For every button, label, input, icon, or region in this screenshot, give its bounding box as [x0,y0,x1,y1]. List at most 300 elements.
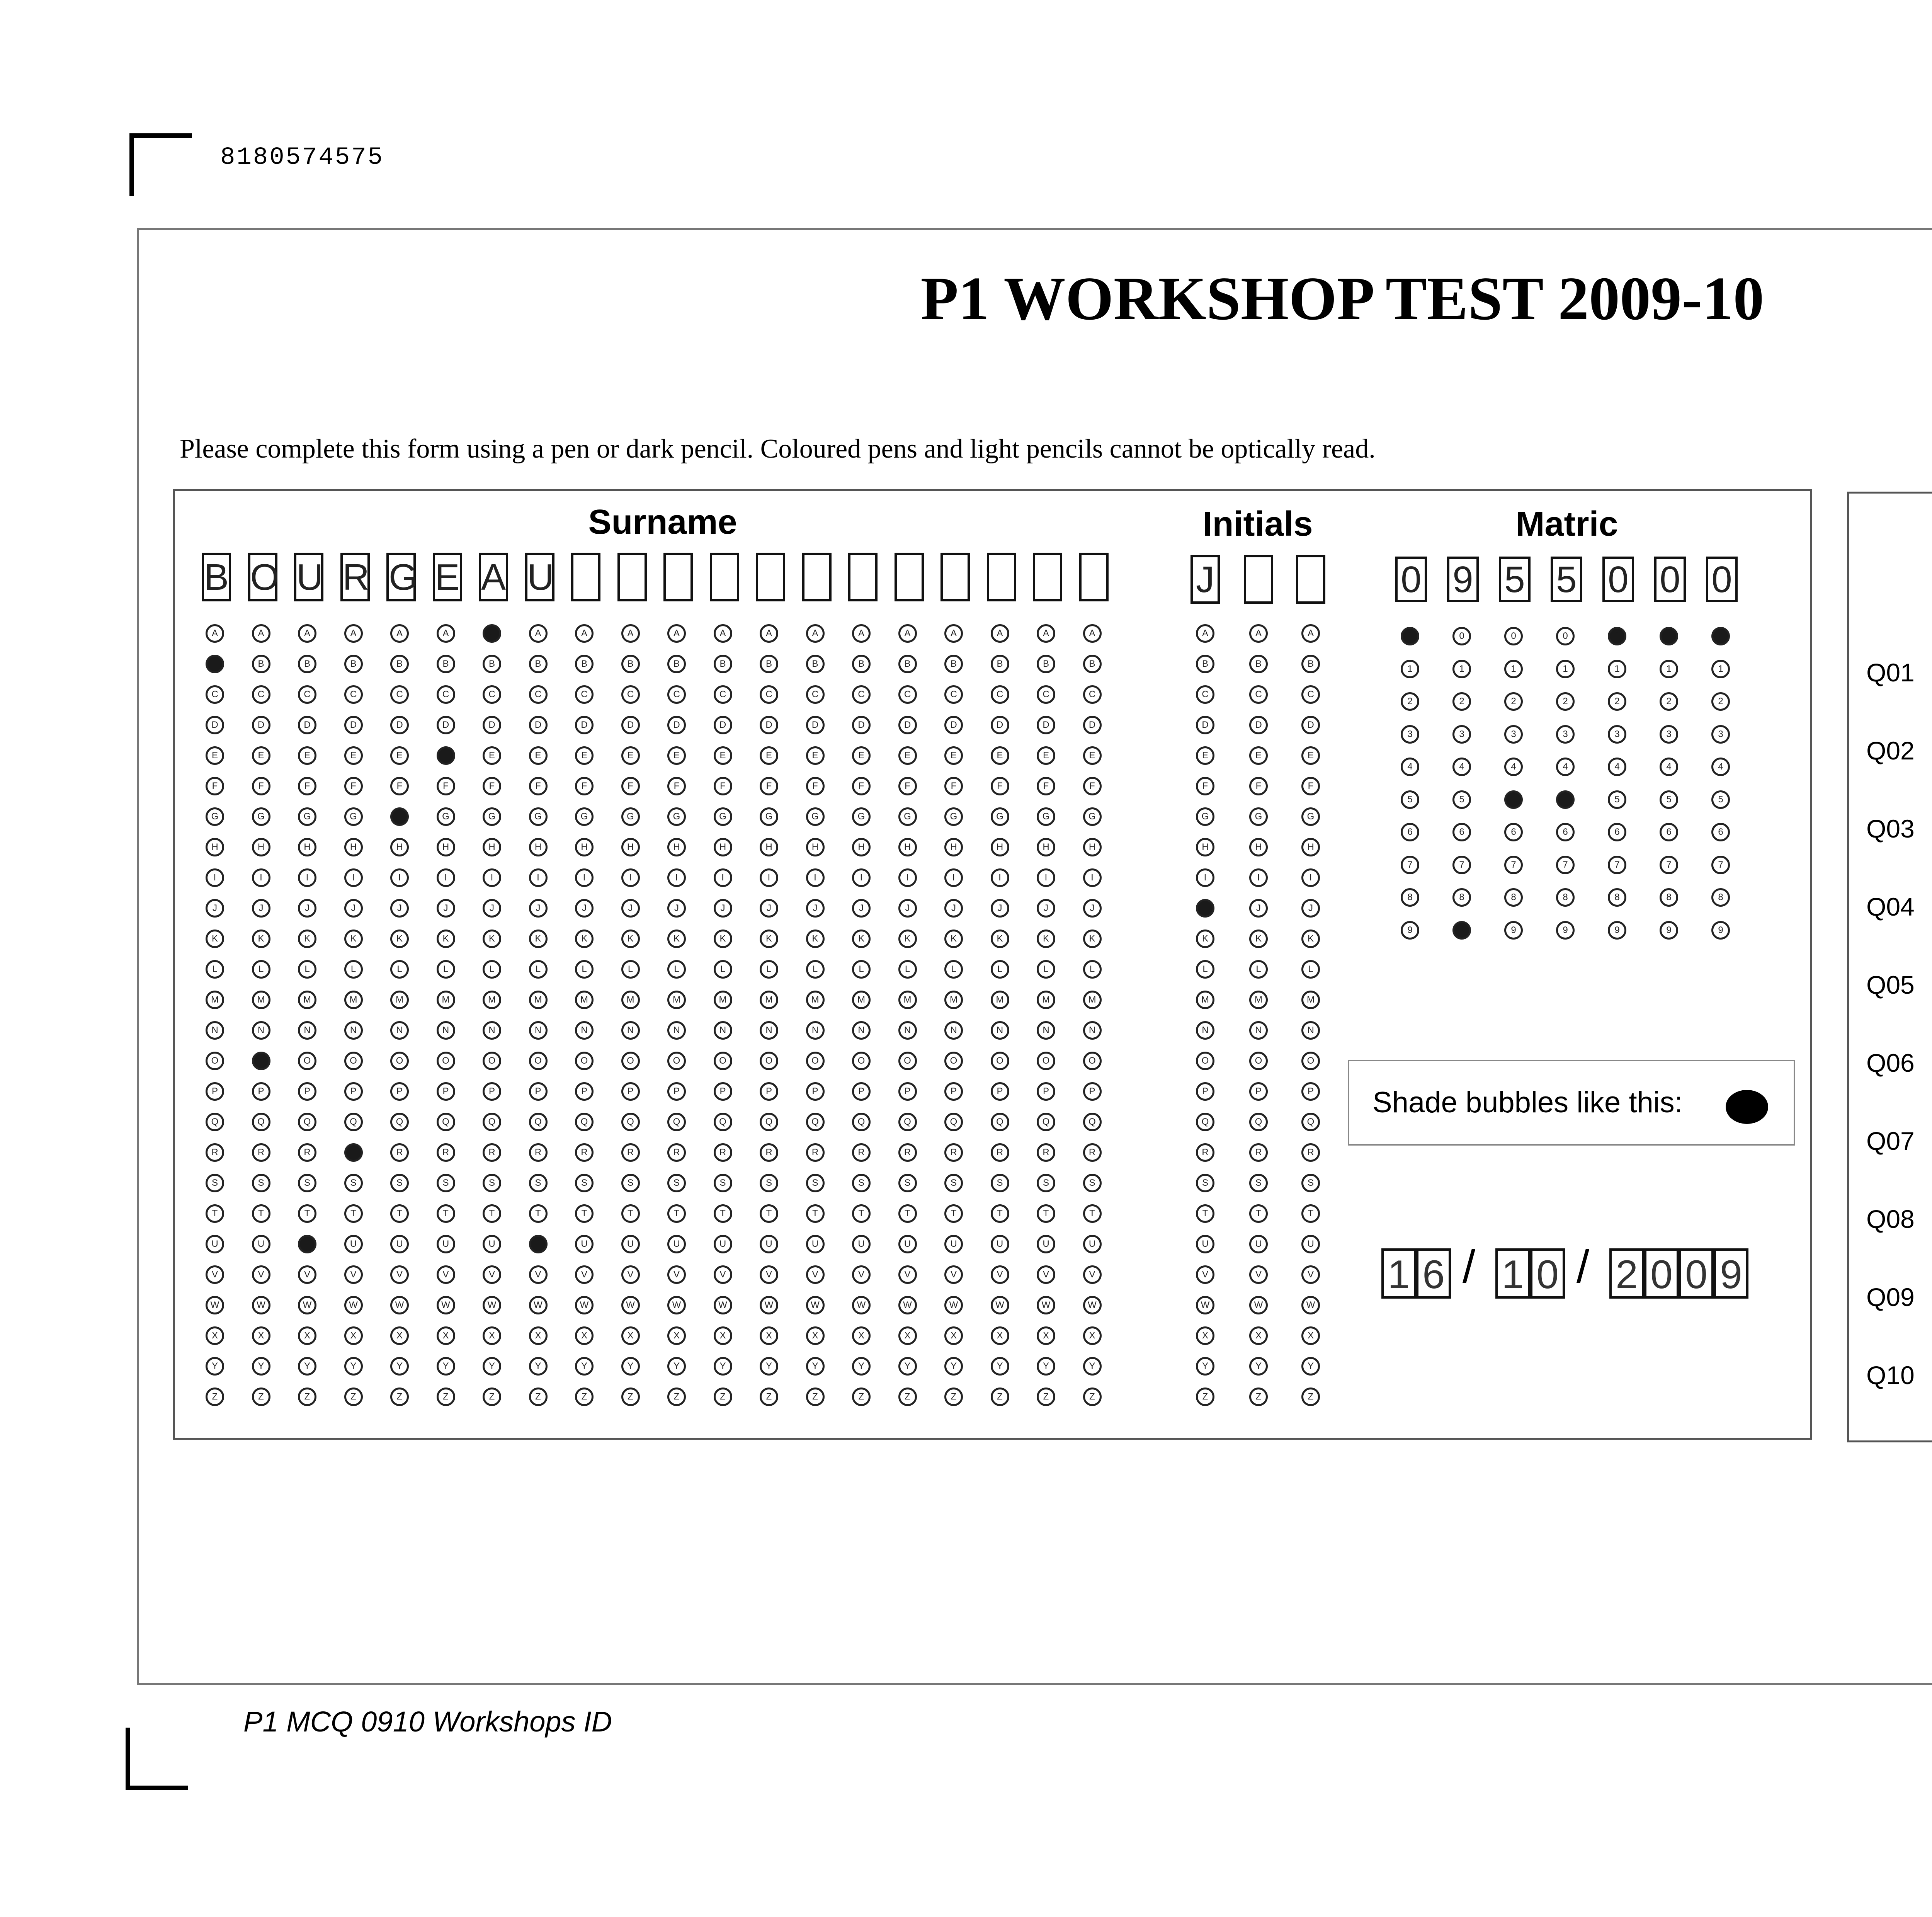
surname-bubble[interactable]: B [390,655,409,673]
matric-bubble[interactable]: 7 [1401,856,1419,874]
surname-bubble[interactable]: U [898,1235,917,1253]
surname-bubble[interactable]: B [898,655,917,673]
initials-bubble[interactable]: C [1301,685,1320,704]
surname-bubble[interactable]: W [483,1296,501,1314]
surname-bubble[interactable]: T [252,1204,270,1223]
surname-bubble[interactable]: K [483,930,501,948]
surname-bubble[interactable]: Q [206,1113,224,1131]
matric-bubble[interactable]: 1 [1452,660,1471,678]
surname-bubble[interactable]: L [529,960,548,979]
surname-bubble[interactable]: D [529,716,548,734]
surname-bubble[interactable]: T [991,1204,1009,1223]
initials-bubble[interactable]: U [1196,1235,1214,1253]
surname-bubble[interactable]: T [1037,1204,1055,1223]
surname-bubble[interactable]: R [714,1143,732,1162]
surname-bubble[interactable]: E [667,746,686,765]
surname-bubble[interactable]: Y [437,1357,455,1376]
matric-bubble[interactable]: 0 [1452,627,1471,645]
surname-bubble[interactable]: S [252,1174,270,1192]
date-year-box[interactable]: 2 [1609,1248,1644,1299]
surname-bubble[interactable]: C [575,685,594,704]
surname-bubble[interactable]: V [760,1265,778,1284]
surname-bubble[interactable]: I [1083,868,1102,887]
initials-bubble[interactable]: D [1301,716,1320,734]
surname-bubble[interactable]: B [575,655,594,673]
initials-bubble[interactable]: E [1196,746,1214,765]
surname-bubble[interactable]: D [437,716,455,734]
surname-bubble[interactable]: F [575,777,594,795]
surname-bubble[interactable]: F [252,777,270,795]
matric-bubble[interactable]: 1 [1608,660,1626,678]
surname-bubble[interactable]: U [344,1235,363,1253]
initials-bubble[interactable]: F [1196,777,1214,795]
surname-bubble[interactable]: K [1037,930,1055,948]
surname-bubble[interactable]: A [991,624,1009,643]
initials-bubble[interactable]: B [1196,655,1214,673]
matric-bubble[interactable]: 6 [1504,823,1523,841]
surname-bubble[interactable]: Z [298,1388,316,1406]
surname-bubble[interactable]: M [621,991,640,1009]
surname-bubble[interactable]: A [575,624,594,643]
matric-bubble[interactable]: 5 [1401,790,1419,809]
surname-bubble[interactable]: D [898,716,917,734]
surname-letter-box[interactable] [940,553,970,601]
surname-bubble[interactable]: V [852,1265,871,1284]
surname-bubble[interactable]: O [944,1052,963,1070]
matric-bubble[interactable]: 6 [1711,823,1730,841]
surname-bubble[interactable]: P [667,1082,686,1101]
initials-bubble[interactable]: R [1196,1143,1214,1162]
surname-bubble[interactable]: R [1037,1143,1055,1162]
initials-bubble[interactable]: C [1249,685,1268,704]
surname-bubble[interactable]: M [806,991,825,1009]
initials-bubble[interactable]: H [1196,838,1214,856]
surname-bubble[interactable]: H [806,838,825,856]
surname-bubble[interactable]: M [437,991,455,1009]
surname-bubble[interactable]: W [944,1296,963,1314]
surname-bubble[interactable]: N [1037,1021,1055,1040]
initials-bubble[interactable]: L [1249,960,1268,979]
surname-bubble[interactable]: N [529,1021,548,1040]
matric-bubble[interactable]: 0 [1711,627,1730,645]
surname-bubble[interactable]: C [344,685,363,704]
surname-bubble[interactable]: M [529,991,548,1009]
surname-bubble[interactable]: G [529,807,548,826]
initials-bubble[interactable]: S [1249,1174,1268,1192]
surname-bubble[interactable]: E [852,746,871,765]
surname-bubble[interactable]: I [621,868,640,887]
surname-bubble[interactable]: W [1083,1296,1102,1314]
initials-bubble[interactable]: V [1249,1265,1268,1284]
surname-bubble[interactable]: E [806,746,825,765]
matric-bubble[interactable]: 8 [1711,888,1730,907]
surname-bubble[interactable]: Y [667,1357,686,1376]
matric-bubble[interactable]: 9 [1556,921,1575,940]
surname-bubble[interactable]: C [852,685,871,704]
surname-bubble[interactable]: N [760,1021,778,1040]
surname-bubble[interactable]: B [714,655,732,673]
surname-bubble[interactable]: M [760,991,778,1009]
surname-bubble[interactable]: D [714,716,732,734]
surname-letter-box[interactable] [710,553,739,601]
surname-bubble[interactable]: Q [1037,1113,1055,1131]
surname-bubble[interactable]: C [806,685,825,704]
surname-bubble[interactable]: J [944,899,963,918]
surname-bubble[interactable]: E [1037,746,1055,765]
surname-bubble[interactable]: T [667,1204,686,1223]
surname-bubble[interactable]: M [206,991,224,1009]
matric-bubble[interactable]: 3 [1504,725,1523,744]
surname-bubble[interactable]: Y [206,1357,224,1376]
surname-bubble[interactable]: B [529,655,548,673]
surname-bubble[interactable]: O [390,1052,409,1070]
surname-bubble[interactable]: X [298,1326,316,1345]
surname-letter-box[interactable]: E [433,553,462,601]
surname-bubble[interactable]: I [1037,868,1055,887]
surname-bubble[interactable]: V [667,1265,686,1284]
surname-bubble[interactable]: P [437,1082,455,1101]
surname-bubble[interactable]: P [483,1082,501,1101]
surname-bubble[interactable]: Q [298,1113,316,1131]
surname-letter-box[interactable] [987,553,1016,601]
matric-bubble[interactable]: 4 [1660,758,1678,776]
matric-bubble[interactable]: 3 [1401,725,1419,744]
surname-bubble[interactable]: E [714,746,732,765]
surname-bubble[interactable]: X [621,1326,640,1345]
date-year-box[interactable]: 0 [1679,1248,1714,1299]
surname-bubble[interactable]: V [991,1265,1009,1284]
surname-bubble[interactable]: P [944,1082,963,1101]
initials-bubble[interactable]: D [1249,716,1268,734]
date-year-box[interactable]: 0 [1644,1248,1679,1299]
surname-bubble[interactable]: Q [944,1113,963,1131]
initials-bubble[interactable]: E [1301,746,1320,765]
surname-bubble[interactable]: M [667,991,686,1009]
surname-bubble[interactable]: K [437,930,455,948]
surname-bubble[interactable]: T [898,1204,917,1223]
surname-bubble[interactable]: W [1037,1296,1055,1314]
surname-bubble[interactable]: E [621,746,640,765]
surname-bubble[interactable]: B [852,655,871,673]
initials-bubble[interactable]: F [1249,777,1268,795]
surname-bubble[interactable]: U [667,1235,686,1253]
surname-bubble[interactable]: W [898,1296,917,1314]
surname-bubble[interactable]: C [898,685,917,704]
surname-bubble[interactable]: A [760,624,778,643]
surname-bubble[interactable]: R [206,1143,224,1162]
initials-bubble[interactable]: X [1196,1326,1214,1345]
surname-bubble[interactable]: C [298,685,316,704]
surname-bubble[interactable]: J [1083,899,1102,918]
initials-bubble[interactable]: Y [1249,1357,1268,1376]
surname-bubble[interactable]: J [252,899,270,918]
surname-bubble[interactable]: R [1083,1143,1102,1162]
surname-bubble[interactable]: J [760,899,778,918]
surname-bubble[interactable]: F [437,777,455,795]
matric-bubble[interactable]: 8 [1452,888,1471,907]
surname-bubble[interactable]: V [298,1265,316,1284]
surname-letter-box[interactable]: B [202,553,231,601]
surname-bubble[interactable]: H [344,838,363,856]
surname-bubble[interactable]: V [344,1265,363,1284]
surname-bubble[interactable]: G [390,807,409,826]
surname-bubble[interactable]: A [806,624,825,643]
initials-bubble[interactable]: Q [1301,1113,1320,1131]
surname-bubble[interactable]: Z [667,1388,686,1406]
surname-bubble[interactable]: F [1083,777,1102,795]
surname-bubble[interactable]: B [344,655,363,673]
surname-bubble[interactable]: I [437,868,455,887]
initials-bubble[interactable]: V [1196,1265,1214,1284]
initials-bubble[interactable]: A [1301,624,1320,643]
surname-bubble[interactable]: O [529,1052,548,1070]
surname-bubble[interactable]: W [206,1296,224,1314]
surname-bubble[interactable]: I [298,868,316,887]
surname-bubble[interactable]: C [252,685,270,704]
surname-bubble[interactable]: D [206,716,224,734]
surname-bubble[interactable]: L [806,960,825,979]
surname-bubble[interactable]: K [806,930,825,948]
surname-bubble[interactable]: E [437,746,455,765]
surname-bubble[interactable]: V [806,1265,825,1284]
surname-bubble[interactable]: S [437,1174,455,1192]
initials-bubble[interactable]: R [1301,1143,1320,1162]
surname-bubble[interactable]: E [252,746,270,765]
surname-bubble[interactable]: F [944,777,963,795]
surname-bubble[interactable]: T [206,1204,224,1223]
surname-bubble[interactable]: H [1037,838,1055,856]
surname-bubble[interactable]: A [852,624,871,643]
surname-bubble[interactable]: D [667,716,686,734]
surname-bubble[interactable]: M [944,991,963,1009]
surname-bubble[interactable]: X [714,1326,732,1345]
surname-bubble[interactable]: K [991,930,1009,948]
surname-bubble[interactable]: K [1083,930,1102,948]
surname-bubble[interactable]: I [206,868,224,887]
surname-bubble[interactable]: F [760,777,778,795]
surname-bubble[interactable]: E [529,746,548,765]
surname-bubble[interactable]: W [529,1296,548,1314]
surname-bubble[interactable]: R [991,1143,1009,1162]
matric-digit-box[interactable]: 5 [1551,557,1582,602]
surname-bubble[interactable]: F [898,777,917,795]
surname-bubble[interactable]: B [483,655,501,673]
surname-bubble[interactable]: A [1037,624,1055,643]
surname-bubble[interactable]: Q [852,1113,871,1131]
surname-bubble[interactable]: W [298,1296,316,1314]
surname-bubble[interactable]: P [852,1082,871,1101]
surname-bubble[interactable]: K [390,930,409,948]
surname-bubble[interactable]: D [575,716,594,734]
matric-bubble[interactable]: 5 [1452,790,1471,809]
surname-bubble[interactable]: P [206,1082,224,1101]
surname-bubble[interactable]: Y [621,1357,640,1376]
surname-bubble[interactable]: V [1037,1265,1055,1284]
surname-bubble[interactable]: R [483,1143,501,1162]
initials-bubble[interactable]: W [1196,1296,1214,1314]
surname-bubble[interactable]: H [575,838,594,856]
surname-bubble[interactable]: K [575,930,594,948]
initials-bubble[interactable]: D [1196,716,1214,734]
surname-bubble[interactable]: D [852,716,871,734]
surname-bubble[interactable]: M [575,991,594,1009]
surname-bubble[interactable]: E [944,746,963,765]
matric-bubble[interactable]: 4 [1452,758,1471,776]
surname-bubble[interactable]: N [206,1021,224,1040]
initials-bubble[interactable]: R [1249,1143,1268,1162]
surname-bubble[interactable]: Q [714,1113,732,1131]
date-day-box[interactable]: 6 [1416,1248,1451,1299]
surname-bubble[interactable]: S [529,1174,548,1192]
surname-bubble[interactable]: L [437,960,455,979]
surname-bubble[interactable]: O [344,1052,363,1070]
initials-bubble[interactable]: O [1196,1052,1214,1070]
matric-bubble[interactable]: 2 [1711,692,1730,711]
matric-bubble[interactable]: 8 [1660,888,1678,907]
surname-bubble[interactable]: X [991,1326,1009,1345]
surname-bubble[interactable]: Y [760,1357,778,1376]
matric-bubble[interactable]: 1 [1711,660,1730,678]
surname-bubble[interactable]: A [714,624,732,643]
initials-bubble[interactable]: U [1301,1235,1320,1253]
surname-bubble[interactable]: Y [991,1357,1009,1376]
surname-bubble[interactable]: G [575,807,594,826]
surname-bubble[interactable]: Q [252,1113,270,1131]
surname-bubble[interactable]: C [437,685,455,704]
surname-bubble[interactable]: C [944,685,963,704]
initials-bubble[interactable]: V [1301,1265,1320,1284]
initials-bubble[interactable]: U [1249,1235,1268,1253]
surname-bubble[interactable]: E [991,746,1009,765]
surname-bubble[interactable]: C [760,685,778,704]
surname-bubble[interactable]: R [806,1143,825,1162]
initials-bubble[interactable]: K [1301,930,1320,948]
matric-bubble[interactable]: 1 [1556,660,1575,678]
matric-bubble[interactable]: 9 [1711,921,1730,940]
surname-bubble[interactable]: N [437,1021,455,1040]
matric-bubble[interactable]: 9 [1452,921,1471,940]
surname-bubble[interactable]: W [714,1296,732,1314]
matric-bubble[interactable]: 4 [1711,758,1730,776]
surname-bubble[interactable]: O [760,1052,778,1070]
matric-bubble[interactable]: 4 [1556,758,1575,776]
surname-bubble[interactable]: Z [806,1388,825,1406]
surname-bubble[interactable]: B [206,655,224,673]
surname-bubble[interactable]: H [206,838,224,856]
surname-bubble[interactable]: G [944,807,963,826]
surname-bubble[interactable]: M [852,991,871,1009]
surname-bubble[interactable]: X [390,1326,409,1345]
surname-bubble[interactable]: W [760,1296,778,1314]
surname-bubble[interactable]: O [298,1052,316,1070]
surname-bubble[interactable]: T [1083,1204,1102,1223]
surname-bubble[interactable]: H [667,838,686,856]
initials-bubble[interactable]: S [1196,1174,1214,1192]
surname-bubble[interactable]: B [1037,655,1055,673]
surname-bubble[interactable]: X [806,1326,825,1345]
surname-bubble[interactable]: G [1037,807,1055,826]
surname-bubble[interactable]: N [575,1021,594,1040]
matric-bubble[interactable]: 3 [1556,725,1575,744]
surname-bubble[interactable]: Z [714,1388,732,1406]
initials-bubble[interactable]: Y [1301,1357,1320,1376]
surname-bubble[interactable]: I [852,868,871,887]
surname-bubble[interactable]: G [344,807,363,826]
surname-bubble[interactable]: W [667,1296,686,1314]
surname-bubble[interactable]: P [898,1082,917,1101]
surname-bubble[interactable]: Y [390,1357,409,1376]
surname-bubble[interactable]: B [991,655,1009,673]
surname-bubble[interactable]: L [575,960,594,979]
surname-bubble[interactable]: R [390,1143,409,1162]
surname-bubble[interactable]: L [991,960,1009,979]
initials-bubble[interactable]: Z [1196,1388,1214,1406]
matric-bubble[interactable]: 2 [1556,692,1575,711]
surname-bubble[interactable]: A [252,624,270,643]
surname-bubble[interactable]: B [760,655,778,673]
surname-bubble[interactable]: U [483,1235,501,1253]
surname-bubble[interactable]: D [760,716,778,734]
initials-bubble[interactable]: Q [1196,1113,1214,1131]
surname-bubble[interactable]: Q [437,1113,455,1131]
surname-bubble[interactable]: S [483,1174,501,1192]
surname-bubble[interactable]: U [1037,1235,1055,1253]
surname-bubble[interactable]: G [806,807,825,826]
surname-bubble[interactable]: G [667,807,686,826]
surname-bubble[interactable]: Q [667,1113,686,1131]
matric-digit-box[interactable]: 0 [1395,557,1427,602]
surname-bubble[interactable]: S [944,1174,963,1192]
matric-bubble[interactable]: 7 [1452,856,1471,874]
surname-bubble[interactable]: C [714,685,732,704]
surname-bubble[interactable]: C [390,685,409,704]
surname-bubble[interactable]: I [483,868,501,887]
surname-bubble[interactable]: H [991,838,1009,856]
matric-bubble[interactable]: 2 [1504,692,1523,711]
surname-bubble[interactable]: O [898,1052,917,1070]
surname-bubble[interactable]: M [991,991,1009,1009]
surname-bubble[interactable]: U [298,1235,316,1253]
surname-bubble[interactable]: S [714,1174,732,1192]
matric-bubble[interactable]: 3 [1660,725,1678,744]
surname-bubble[interactable]: N [944,1021,963,1040]
surname-bubble[interactable]: D [483,716,501,734]
surname-bubble[interactable]: L [390,960,409,979]
matric-bubble[interactable]: 6 [1608,823,1626,841]
surname-bubble[interactable]: V [944,1265,963,1284]
surname-letter-box[interactable]: G [386,553,416,601]
surname-bubble[interactable]: T [806,1204,825,1223]
surname-bubble[interactable]: U [852,1235,871,1253]
surname-bubble[interactable]: N [1083,1021,1102,1040]
initials-bubble[interactable]: Z [1249,1388,1268,1406]
surname-bubble[interactable]: Y [483,1357,501,1376]
surname-letter-box[interactable]: O [248,553,277,601]
initials-bubble[interactable]: T [1196,1204,1214,1223]
surname-bubble[interactable]: N [806,1021,825,1040]
surname-bubble[interactable]: A [944,624,963,643]
matric-bubble[interactable]: 7 [1504,856,1523,874]
surname-bubble[interactable]: B [298,655,316,673]
surname-bubble[interactable]: W [390,1296,409,1314]
surname-bubble[interactable]: O [1083,1052,1102,1070]
surname-bubble[interactable]: I [806,868,825,887]
surname-letter-box[interactable]: A [479,553,508,601]
surname-bubble[interactable]: Y [852,1357,871,1376]
surname-bubble[interactable]: J [991,899,1009,918]
surname-bubble[interactable]: A [529,624,548,643]
surname-bubble[interactable]: E [298,746,316,765]
